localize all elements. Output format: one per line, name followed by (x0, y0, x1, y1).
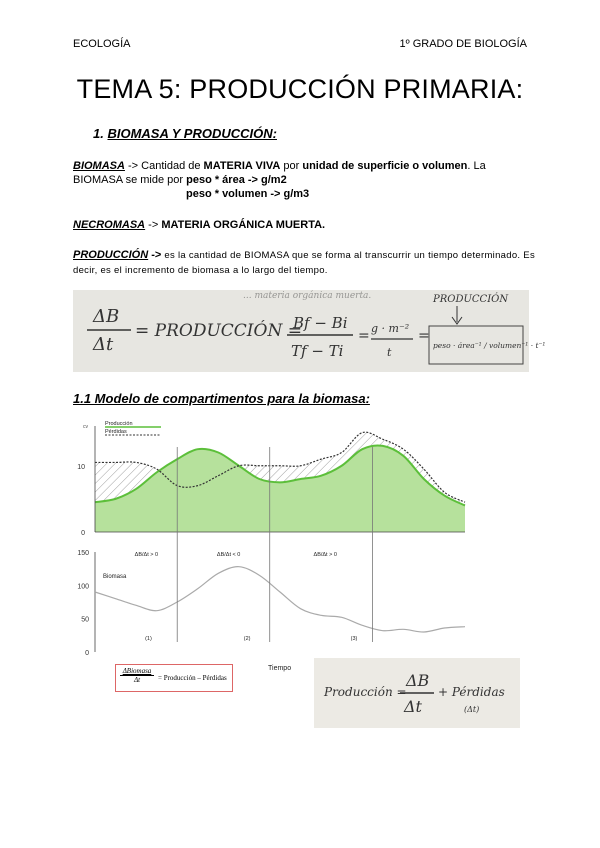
phase-number-label: (3) (350, 636, 358, 642)
photo-note-top: PRODUCCIÓN (433, 294, 509, 305)
legend-losses-label: Pérdidas (105, 429, 127, 435)
bottom-y-tick-label: 0 (85, 650, 89, 657)
photo-frac-den: Tf − Ti (291, 342, 344, 360)
formula-numerator: ΔBiomasa (120, 667, 154, 676)
handwritten-formula-svg (73, 290, 546, 372)
produccion-definition (73, 248, 535, 278)
biomasa-arrow: -> Cantidad de (124, 160, 204, 172)
biomass-line (95, 567, 465, 632)
photo2-frac-num: ΔB (406, 671, 430, 690)
photo2-rhs: + Pérdidas (438, 685, 505, 699)
phase-derivative-label: ΔB/Δt > 0 (134, 552, 159, 558)
biomasa-definition (73, 159, 533, 187)
photo-units-den: t (387, 346, 392, 359)
header-course: 1º GRADO DE BIOLOGÍA (399, 38, 527, 50)
phase-derivative-label: ΔB/Δt > 0 (313, 552, 337, 558)
bottom-y-tick-label: 50 (81, 616, 89, 624)
biomasa-mid-2: . La BIOMASA se mide por (73, 160, 486, 186)
bottom-y-tick-label: 150 (77, 550, 89, 557)
formula-fraction (120, 667, 154, 684)
formula-denominator: Δt (133, 676, 141, 684)
handwritten-production-photo (314, 658, 520, 728)
necromasa-arrow: -> (145, 219, 162, 231)
produccion-term: PRODUCCIÓN (73, 249, 149, 261)
phase-number-label: (1) (145, 636, 152, 642)
svg-text:=: = (418, 328, 430, 344)
handwritten-production-svg (314, 658, 520, 728)
phase-number-label: (2) (243, 636, 251, 642)
formula-rhs: = Producción – Pérdidas (158, 674, 227, 682)
bottom-x-label: Tiempo (268, 665, 292, 672)
biomasa-bold-1: MATERIA VIVA (203, 160, 281, 172)
biomasa-bold-3: peso * área -> g/m2 (186, 174, 287, 186)
page-title: TEMA 5: PRODUCCIÓN PRIMARIA: (76, 74, 524, 104)
photo2-frac-den: Δt (404, 697, 422, 716)
compartment-model-chart (73, 412, 473, 690)
section-1-1-heading: 1.1 Modelo de compartimentos para la biomasa: (73, 391, 370, 406)
section-1-number: 1. (93, 126, 104, 141)
necromasa-def: MATERIA ORGÁNICA MUERTA. (161, 219, 326, 231)
photo-lhs-den: Δt (93, 334, 114, 355)
header-subject: ECOLOGÍA (73, 38, 131, 50)
biomasa-term: BIOMASA (73, 160, 125, 172)
produccion-def: es la cantidad de BIOMASA que se forma al transcurrir un tiempo determinado. Es decir, es el incremento de biomasa a lo largo del tiempo. (73, 250, 535, 276)
photo-frac-num: Bf − Bi (293, 314, 348, 332)
chart-legend (105, 421, 161, 435)
produccion-arrow: -> (148, 249, 165, 261)
biomass-formula-box (115, 664, 233, 692)
photo-lhs-num: ΔB (93, 306, 120, 327)
biomasa-line-2: peso * volumen -> g/m3 (186, 188, 310, 200)
legend-production-label: Producción (105, 421, 133, 427)
biomasa-mid-1: por (280, 160, 303, 172)
section-1-heading (93, 126, 277, 141)
production-losses-plot (77, 421, 465, 537)
photo-units-num: g · m⁻² (371, 322, 410, 335)
photo-eq-word: = PRODUCCIÓN = (135, 321, 302, 341)
photo-eq2: = (358, 328, 370, 344)
top-y-tick-label: 0 (81, 530, 85, 537)
bottom-y-label: Biomasa (103, 574, 127, 580)
handwritten-formula-photo (73, 290, 546, 372)
necromasa-term: NECROMASA (73, 219, 146, 231)
photo2-note: (Δt) (464, 705, 480, 714)
phase-derivative-label: ΔB/Δt < 0 (216, 552, 241, 558)
necromasa-definition (73, 218, 533, 232)
bottom-y-tick-label: 100 (77, 583, 89, 591)
biomasa-bold-2: unidad de superficie o volumen (302, 160, 468, 172)
photo-note-box: peso · área⁻¹ / volumen⁻¹ · t⁻¹ (433, 341, 546, 350)
section-1-title: BIOMASA Y PRODUCCIÓN: (107, 126, 277, 141)
photo2-lhs: Producción = (324, 685, 407, 699)
top-y-label: cv (83, 424, 88, 430)
biomass-plot (77, 550, 465, 672)
photo-faded-text: ... materia orgánica muerta. (243, 291, 372, 301)
top-y-tick-label: 10 (77, 463, 85, 471)
compartment-chart-svg (73, 412, 473, 690)
